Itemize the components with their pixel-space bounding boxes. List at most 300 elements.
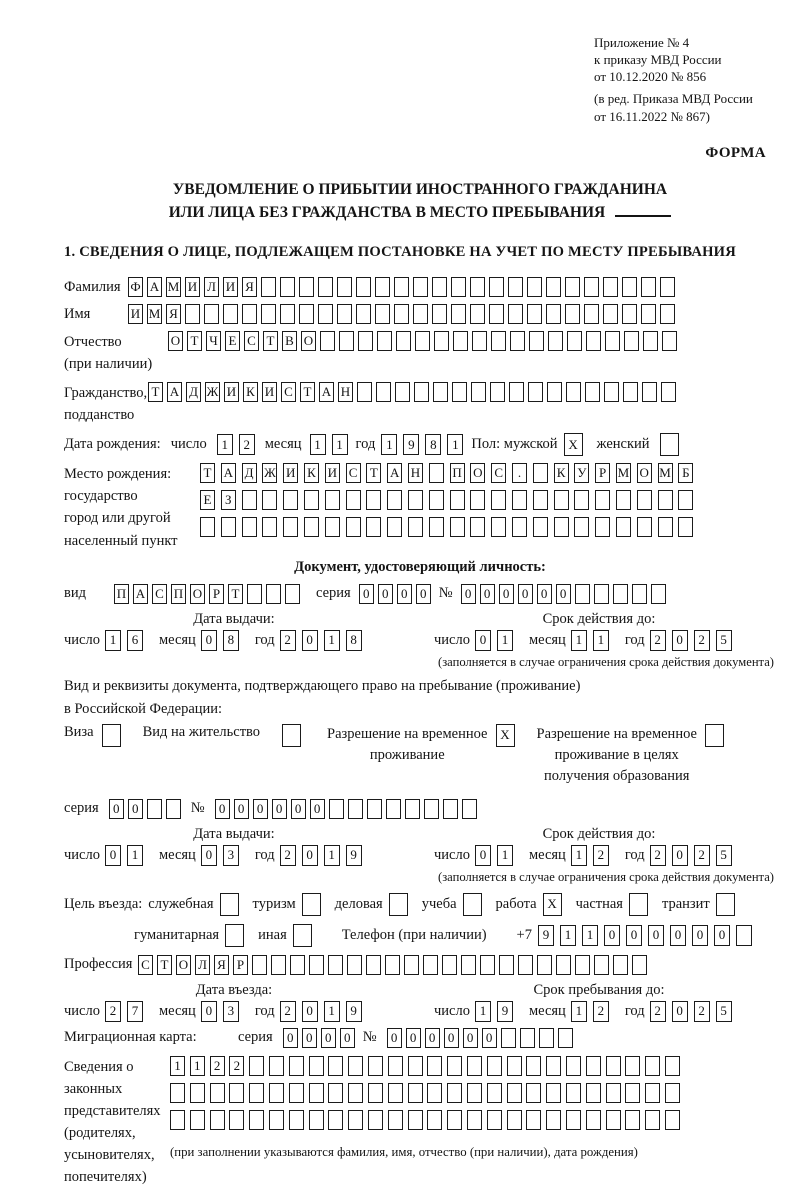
surname-char-box[interactable] bbox=[318, 277, 333, 297]
migration-series-box[interactable]: 0 bbox=[340, 1028, 355, 1048]
citizenship-char-box[interactable] bbox=[452, 382, 467, 402]
representative-char-box[interactable] bbox=[546, 1110, 561, 1130]
firstname-char-box[interactable] bbox=[280, 304, 295, 324]
surname-char-box[interactable] bbox=[527, 277, 542, 297]
representative-char-box[interactable] bbox=[507, 1083, 522, 1103]
representative-char-box[interactable] bbox=[526, 1056, 541, 1076]
birth-place-char-box[interactable]: П bbox=[450, 463, 465, 483]
residence-number-box[interactable]: 0 bbox=[291, 799, 306, 819]
birth-place-char-box[interactable] bbox=[387, 490, 402, 510]
male-checkbox[interactable]: X bbox=[564, 433, 583, 456]
representative-char-box[interactable] bbox=[645, 1083, 660, 1103]
representative-char-box[interactable] bbox=[566, 1083, 581, 1103]
firstname-char-box[interactable] bbox=[299, 304, 314, 324]
representative-char-box[interactable] bbox=[665, 1083, 680, 1103]
residence-issue-day-box[interactable]: 0 bbox=[105, 845, 121, 866]
birth-place-char-box[interactable]: Д bbox=[242, 463, 257, 483]
birth-place-char-box[interactable]: О bbox=[637, 463, 652, 483]
migration-number-box[interactable]: 0 bbox=[387, 1028, 402, 1048]
birth-place-char-box[interactable] bbox=[637, 517, 652, 537]
patronymic-char-box[interactable] bbox=[396, 331, 411, 351]
citizenship-char-box[interactable]: Т bbox=[148, 382, 163, 402]
purpose-transit-checkbox[interactable] bbox=[716, 893, 735, 916]
birth-place-char-box[interactable] bbox=[346, 490, 361, 510]
firstname-char-box[interactable]: И bbox=[128, 304, 143, 324]
purpose-study-checkbox[interactable] bbox=[463, 893, 482, 916]
doc-number-box[interactable]: 0 bbox=[556, 584, 571, 604]
phone-digit-box[interactable]: 1 bbox=[582, 925, 598, 946]
residence-issue-year-box[interactable]: 0 bbox=[302, 845, 318, 866]
entry-year-box[interactable]: 2 bbox=[280, 1001, 296, 1022]
birth-place-char-box[interactable] bbox=[221, 517, 236, 537]
citizenship-char-box[interactable]: А bbox=[319, 382, 334, 402]
purpose-humanitarian-checkbox[interactable] bbox=[225, 924, 244, 947]
birth-place-char-box[interactable] bbox=[346, 517, 361, 537]
surname-char-box[interactable] bbox=[660, 277, 675, 297]
representative-char-box[interactable] bbox=[289, 1083, 304, 1103]
blank-underline[interactable] bbox=[615, 203, 671, 217]
doc-series-box[interactable]: 0 bbox=[359, 584, 374, 604]
patronymic-char-box[interactable] bbox=[586, 331, 601, 351]
representative-char-box[interactable] bbox=[606, 1083, 621, 1103]
birth-place-char-box[interactable] bbox=[574, 517, 589, 537]
doc-type-char-box[interactable] bbox=[247, 584, 262, 604]
residence-valid-year-box[interactable]: 2 bbox=[650, 845, 666, 866]
residence-series-box[interactable] bbox=[147, 799, 162, 819]
patronymic-char-box[interactable] bbox=[358, 331, 373, 351]
firstname-char-box[interactable] bbox=[527, 304, 542, 324]
birth-place-char-box[interactable] bbox=[304, 490, 319, 510]
doc-series-box[interactable]: 0 bbox=[397, 584, 412, 604]
patronymic-char-box[interactable]: В bbox=[282, 331, 297, 351]
birth-place-char-box[interactable] bbox=[491, 517, 506, 537]
purpose-private-checkbox[interactable] bbox=[629, 893, 648, 916]
representative-char-box[interactable] bbox=[645, 1110, 660, 1130]
valid-year-box[interactable]: 2 bbox=[650, 630, 666, 651]
birth-place-char-box[interactable]: А bbox=[221, 463, 236, 483]
firstname-char-box[interactable] bbox=[356, 304, 371, 324]
surname-char-box[interactable] bbox=[337, 277, 352, 297]
surname-char-box[interactable]: А bbox=[147, 277, 162, 297]
residence-series-box[interactable]: 0 bbox=[128, 799, 143, 819]
representative-char-box[interactable] bbox=[190, 1083, 205, 1103]
surname-char-box[interactable] bbox=[261, 277, 276, 297]
residence-series-box[interactable] bbox=[166, 799, 181, 819]
birth-place-char-box[interactable]: У bbox=[574, 463, 589, 483]
citizenship-char-box[interactable] bbox=[547, 382, 562, 402]
birth-place-char-box[interactable] bbox=[408, 517, 423, 537]
representative-char-box[interactable] bbox=[467, 1083, 482, 1103]
birth-place-char-box[interactable]: К bbox=[304, 463, 319, 483]
entry-day-box[interactable]: 2 bbox=[105, 1001, 121, 1022]
birth-place-char-box[interactable] bbox=[574, 490, 589, 510]
birth-place-char-box[interactable]: Ж bbox=[262, 463, 277, 483]
birth-place-char-box[interactable] bbox=[658, 490, 673, 510]
birth-place-char-box[interactable] bbox=[325, 490, 340, 510]
representative-char-box[interactable] bbox=[586, 1110, 601, 1130]
profession-char-box[interactable] bbox=[442, 955, 457, 975]
residence-valid-year-box[interactable]: 0 bbox=[672, 845, 688, 866]
profession-char-box[interactable] bbox=[556, 955, 571, 975]
purpose-official-checkbox[interactable] bbox=[220, 893, 239, 916]
phone-digit-box[interactable]: 0 bbox=[604, 925, 620, 946]
representative-char-box[interactable] bbox=[427, 1056, 442, 1076]
patronymic-char-box[interactable] bbox=[320, 331, 335, 351]
profession-char-box[interactable] bbox=[271, 955, 286, 975]
patronymic-char-box[interactable]: Т bbox=[187, 331, 202, 351]
representative-char-box[interactable] bbox=[309, 1083, 324, 1103]
representative-char-box[interactable] bbox=[269, 1056, 284, 1076]
representative-char-box[interactable] bbox=[625, 1083, 640, 1103]
residence-number-box[interactable] bbox=[386, 799, 401, 819]
residence-number-box[interactable] bbox=[462, 799, 477, 819]
stay-year-box[interactable]: 2 bbox=[694, 1001, 710, 1022]
doc-type-char-box[interactable]: П bbox=[171, 584, 186, 604]
firstname-char-box[interactable]: М bbox=[147, 304, 162, 324]
temp-residence-checkbox[interactable]: X bbox=[496, 724, 515, 747]
surname-char-box[interactable] bbox=[299, 277, 314, 297]
representative-char-box[interactable] bbox=[507, 1110, 522, 1130]
birth-place-char-box[interactable] bbox=[512, 490, 527, 510]
doc-number-box[interactable]: 0 bbox=[518, 584, 533, 604]
representative-char-box[interactable] bbox=[328, 1056, 343, 1076]
phone-digit-box[interactable]: 0 bbox=[648, 925, 664, 946]
birth-place-char-box[interactable] bbox=[200, 517, 215, 537]
valid-year-box[interactable]: 2 bbox=[694, 630, 710, 651]
representative-char-box[interactable] bbox=[269, 1083, 284, 1103]
citizenship-char-box[interactable] bbox=[357, 382, 372, 402]
profession-char-box[interactable] bbox=[290, 955, 305, 975]
birth-year-box[interactable]: 8 bbox=[425, 434, 441, 455]
valid-day-box[interactable]: 1 bbox=[497, 630, 513, 651]
representative-char-box[interactable] bbox=[526, 1110, 541, 1130]
profession-char-box[interactable] bbox=[404, 955, 419, 975]
representative-char-box[interactable] bbox=[447, 1056, 462, 1076]
firstname-char-box[interactable] bbox=[223, 304, 238, 324]
representative-char-box[interactable] bbox=[348, 1083, 363, 1103]
surname-char-box[interactable]: Я bbox=[242, 277, 257, 297]
patronymic-char-box[interactable]: Ч bbox=[206, 331, 221, 351]
citizenship-char-box[interactable] bbox=[376, 382, 391, 402]
stay-month-box[interactable]: 2 bbox=[593, 1001, 609, 1022]
profession-char-box[interactable]: С bbox=[138, 955, 153, 975]
representative-char-box[interactable] bbox=[249, 1110, 264, 1130]
birth-place-char-box[interactable] bbox=[658, 517, 673, 537]
doc-type-char-box[interactable]: П bbox=[114, 584, 129, 604]
representative-char-box[interactable] bbox=[408, 1110, 423, 1130]
doc-type-char-box[interactable]: Т bbox=[228, 584, 243, 604]
issue-year-box[interactable]: 1 bbox=[324, 630, 340, 651]
citizenship-char-box[interactable] bbox=[414, 382, 429, 402]
birth-place-char-box[interactable]: А bbox=[387, 463, 402, 483]
birth-place-char-box[interactable] bbox=[616, 517, 631, 537]
representative-char-box[interactable] bbox=[388, 1083, 403, 1103]
stay-year-box[interactable]: 5 bbox=[716, 1001, 732, 1022]
representative-char-box[interactable] bbox=[665, 1110, 680, 1130]
doc-number-box[interactable] bbox=[613, 584, 628, 604]
birth-place-char-box[interactable] bbox=[470, 517, 485, 537]
firstname-char-box[interactable] bbox=[261, 304, 276, 324]
representative-char-box[interactable] bbox=[606, 1110, 621, 1130]
firstname-char-box[interactable] bbox=[432, 304, 447, 324]
entry-day-box[interactable]: 7 bbox=[127, 1001, 143, 1022]
residence-number-box[interactable]: 0 bbox=[215, 799, 230, 819]
surname-char-box[interactable] bbox=[584, 277, 599, 297]
residence-number-box[interactable]: 0 bbox=[310, 799, 325, 819]
birth-place-char-box[interactable] bbox=[554, 517, 569, 537]
female-checkbox[interactable] bbox=[660, 433, 679, 456]
patronymic-char-box[interactable] bbox=[624, 331, 639, 351]
birth-place-char-box[interactable]: К bbox=[554, 463, 569, 483]
entry-month-box[interactable]: 0 bbox=[201, 1001, 217, 1022]
entry-year-box[interactable]: 1 bbox=[324, 1001, 340, 1022]
citizenship-char-box[interactable] bbox=[509, 382, 524, 402]
surname-char-box[interactable] bbox=[413, 277, 428, 297]
profession-char-box[interactable] bbox=[499, 955, 514, 975]
birth-place-char-box[interactable] bbox=[533, 490, 548, 510]
residence-issue-month-box[interactable]: 3 bbox=[223, 845, 239, 866]
birth-place-char-box[interactable] bbox=[242, 490, 257, 510]
profession-char-box[interactable] bbox=[518, 955, 533, 975]
residence-issue-year-box[interactable]: 2 bbox=[280, 845, 296, 866]
stay-month-box[interactable]: 1 bbox=[571, 1001, 587, 1022]
representative-char-box[interactable] bbox=[309, 1056, 324, 1076]
issue-year-box[interactable]: 2 bbox=[280, 630, 296, 651]
residence-issue-year-box[interactable]: 9 bbox=[346, 845, 362, 866]
birth-place-char-box[interactable] bbox=[408, 490, 423, 510]
profession-char-box[interactable]: Л bbox=[195, 955, 210, 975]
birth-place-char-box[interactable] bbox=[678, 490, 693, 510]
birth-month-box[interactable]: 1 bbox=[332, 434, 348, 455]
phone-digit-box[interactable] bbox=[736, 925, 752, 946]
representative-char-box[interactable] bbox=[408, 1056, 423, 1076]
representative-char-box[interactable] bbox=[210, 1110, 225, 1130]
surname-char-box[interactable]: М bbox=[166, 277, 181, 297]
residence-number-box[interactable] bbox=[367, 799, 382, 819]
stay-year-box[interactable]: 0 bbox=[672, 1001, 688, 1022]
birth-place-char-box[interactable] bbox=[283, 490, 298, 510]
surname-char-box[interactable]: И bbox=[185, 277, 200, 297]
firstname-char-box[interactable] bbox=[584, 304, 599, 324]
profession-char-box[interactable] bbox=[309, 955, 324, 975]
representative-char-box[interactable]: 1 bbox=[170, 1056, 185, 1076]
citizenship-char-box[interactable] bbox=[490, 382, 505, 402]
citizenship-char-box[interactable] bbox=[471, 382, 486, 402]
stay-year-box[interactable]: 2 bbox=[650, 1001, 666, 1022]
residence-valid-year-box[interactable]: 5 bbox=[716, 845, 732, 866]
representative-char-box[interactable] bbox=[190, 1110, 205, 1130]
birth-place-char-box[interactable] bbox=[616, 490, 631, 510]
representative-char-box[interactable] bbox=[289, 1110, 304, 1130]
residence-issue-day-box[interactable]: 1 bbox=[127, 845, 143, 866]
valid-year-box[interactable]: 0 bbox=[672, 630, 688, 651]
valid-month-box[interactable]: 1 bbox=[593, 630, 609, 651]
patronymic-char-box[interactable] bbox=[662, 331, 677, 351]
issue-day-box[interactable]: 6 bbox=[127, 630, 143, 651]
doc-type-char-box[interactable] bbox=[266, 584, 281, 604]
representative-char-box[interactable] bbox=[546, 1056, 561, 1076]
patronymic-char-box[interactable] bbox=[529, 331, 544, 351]
surname-char-box[interactable] bbox=[622, 277, 637, 297]
birth-year-box[interactable]: 1 bbox=[447, 434, 463, 455]
residence-number-box[interactable]: 0 bbox=[234, 799, 249, 819]
representative-char-box[interactable] bbox=[427, 1083, 442, 1103]
surname-char-box[interactable] bbox=[451, 277, 466, 297]
representative-char-box[interactable] bbox=[447, 1083, 462, 1103]
birth-place-char-box[interactable] bbox=[554, 490, 569, 510]
doc-number-box[interactable]: 0 bbox=[537, 584, 552, 604]
issue-year-box[interactable]: 0 bbox=[302, 630, 318, 651]
valid-day-box[interactable]: 0 bbox=[475, 630, 491, 651]
firstname-char-box[interactable] bbox=[565, 304, 580, 324]
representative-char-box[interactable] bbox=[487, 1110, 502, 1130]
phone-digit-box[interactable]: 0 bbox=[714, 925, 730, 946]
birth-place-char-box[interactable] bbox=[429, 463, 444, 483]
representative-char-box[interactable] bbox=[546, 1083, 561, 1103]
representative-char-box[interactable] bbox=[229, 1083, 244, 1103]
birth-place-char-box[interactable]: Т bbox=[366, 463, 381, 483]
migration-series-box[interactable]: 0 bbox=[283, 1028, 298, 1048]
birth-place-char-box[interactable]: З bbox=[221, 490, 236, 510]
representative-char-box[interactable] bbox=[269, 1110, 284, 1130]
representative-char-box[interactable] bbox=[170, 1110, 185, 1130]
firstname-char-box[interactable] bbox=[413, 304, 428, 324]
doc-type-char-box[interactable]: А bbox=[133, 584, 148, 604]
representative-char-box[interactable] bbox=[447, 1110, 462, 1130]
citizenship-char-box[interactable]: А bbox=[167, 382, 182, 402]
surname-char-box[interactable] bbox=[394, 277, 409, 297]
phone-digit-box[interactable]: 1 bbox=[560, 925, 576, 946]
issue-year-box[interactable]: 8 bbox=[346, 630, 362, 651]
representative-char-box[interactable] bbox=[427, 1110, 442, 1130]
surname-char-box[interactable] bbox=[470, 277, 485, 297]
representative-char-box[interactable] bbox=[625, 1056, 640, 1076]
representative-char-box[interactable] bbox=[249, 1083, 264, 1103]
representative-char-box[interactable] bbox=[249, 1056, 264, 1076]
firstname-char-box[interactable] bbox=[546, 304, 561, 324]
entry-year-box[interactable]: 0 bbox=[302, 1001, 318, 1022]
profession-char-box[interactable] bbox=[252, 955, 267, 975]
visa-checkbox[interactable] bbox=[102, 724, 121, 747]
firstname-char-box[interactable] bbox=[394, 304, 409, 324]
birth-place-char-box[interactable]: Т bbox=[200, 463, 215, 483]
firstname-char-box[interactable] bbox=[318, 304, 333, 324]
patronymic-char-box[interactable] bbox=[339, 331, 354, 351]
birth-place-char-box[interactable]: О bbox=[470, 463, 485, 483]
birth-place-char-box[interactable]: Е bbox=[200, 490, 215, 510]
residence-number-box[interactable]: 0 bbox=[272, 799, 287, 819]
representative-char-box[interactable] bbox=[606, 1056, 621, 1076]
residence-valid-day-box[interactable]: 1 bbox=[497, 845, 513, 866]
birth-place-char-box[interactable] bbox=[450, 490, 465, 510]
migration-number-box[interactable]: 0 bbox=[482, 1028, 497, 1048]
purpose-work-checkbox[interactable]: X bbox=[543, 893, 562, 916]
profession-char-box[interactable]: Р bbox=[233, 955, 248, 975]
representative-char-box[interactable] bbox=[566, 1056, 581, 1076]
firstname-char-box[interactable] bbox=[470, 304, 485, 324]
patronymic-char-box[interactable] bbox=[510, 331, 525, 351]
representative-char-box[interactable] bbox=[408, 1083, 423, 1103]
migration-number-box[interactable] bbox=[501, 1028, 516, 1048]
birth-place-char-box[interactable] bbox=[595, 490, 610, 510]
birth-place-char-box[interactable]: М bbox=[616, 463, 631, 483]
birth-place-char-box[interactable] bbox=[262, 517, 277, 537]
residence-number-box[interactable] bbox=[348, 799, 363, 819]
patronymic-char-box[interactable] bbox=[472, 331, 487, 351]
birth-place-char-box[interactable] bbox=[304, 517, 319, 537]
profession-char-box[interactable]: Т bbox=[157, 955, 172, 975]
birth-place-char-box[interactable] bbox=[387, 517, 402, 537]
patronymic-char-box[interactable]: О bbox=[168, 331, 183, 351]
migration-number-box[interactable] bbox=[520, 1028, 535, 1048]
surname-char-box[interactable] bbox=[641, 277, 656, 297]
profession-char-box[interactable]: О bbox=[176, 955, 191, 975]
surname-char-box[interactable] bbox=[356, 277, 371, 297]
citizenship-char-box[interactable] bbox=[661, 382, 676, 402]
representative-char-box[interactable] bbox=[507, 1056, 522, 1076]
representative-char-box[interactable]: 1 bbox=[190, 1056, 205, 1076]
migration-number-box[interactable]: 0 bbox=[444, 1028, 459, 1048]
firstname-char-box[interactable] bbox=[185, 304, 200, 324]
residence-valid-day-box[interactable]: 0 bbox=[475, 845, 491, 866]
representative-char-box[interactable] bbox=[328, 1083, 343, 1103]
residence-issue-month-box[interactable]: 0 bbox=[201, 845, 217, 866]
representative-char-box[interactable] bbox=[526, 1083, 541, 1103]
patronymic-char-box[interactable]: С bbox=[244, 331, 259, 351]
profession-char-box[interactable]: Я bbox=[214, 955, 229, 975]
birth-place-char-box[interactable] bbox=[283, 517, 298, 537]
patronymic-char-box[interactable] bbox=[643, 331, 658, 351]
representative-char-box[interactable]: 2 bbox=[229, 1056, 244, 1076]
phone-digit-box[interactable]: 9 bbox=[538, 925, 554, 946]
citizenship-char-box[interactable]: Н bbox=[338, 382, 353, 402]
entry-month-box[interactable]: 3 bbox=[223, 1001, 239, 1022]
birth-day-box[interactable]: 1 bbox=[217, 434, 233, 455]
firstname-char-box[interactable] bbox=[489, 304, 504, 324]
issue-day-box[interactable]: 1 bbox=[105, 630, 121, 651]
representative-char-box[interactable] bbox=[170, 1083, 185, 1103]
valid-year-box[interactable]: 5 bbox=[716, 630, 732, 651]
firstname-char-box[interactable] bbox=[204, 304, 219, 324]
firstname-char-box[interactable] bbox=[451, 304, 466, 324]
representative-char-box[interactable] bbox=[229, 1110, 244, 1130]
representative-char-box[interactable] bbox=[309, 1110, 324, 1130]
migration-number-box[interactable]: 0 bbox=[425, 1028, 440, 1048]
residence-number-box[interactable] bbox=[405, 799, 420, 819]
citizenship-char-box[interactable] bbox=[642, 382, 657, 402]
firstname-char-box[interactable] bbox=[622, 304, 637, 324]
entry-year-box[interactable]: 9 bbox=[346, 1001, 362, 1022]
representative-char-box[interactable] bbox=[487, 1056, 502, 1076]
migration-number-box[interactable] bbox=[558, 1028, 573, 1048]
representative-char-box[interactable] bbox=[388, 1110, 403, 1130]
representative-char-box[interactable] bbox=[388, 1056, 403, 1076]
residence-number-box[interactable]: 0 bbox=[253, 799, 268, 819]
phone-digit-box[interactable]: 0 bbox=[626, 925, 642, 946]
residence-valid-year-box[interactable]: 2 bbox=[694, 845, 710, 866]
citizenship-char-box[interactable]: И bbox=[224, 382, 239, 402]
doc-type-char-box[interactable] bbox=[285, 584, 300, 604]
birth-place-char-box[interactable] bbox=[533, 517, 548, 537]
citizenship-char-box[interactable]: Д bbox=[186, 382, 201, 402]
birth-place-char-box[interactable]: С bbox=[346, 463, 361, 483]
profession-char-box[interactable] bbox=[328, 955, 343, 975]
representative-char-box[interactable] bbox=[348, 1110, 363, 1130]
residence-permit-checkbox[interactable] bbox=[282, 724, 301, 747]
birth-place-char-box[interactable]: М bbox=[658, 463, 673, 483]
residence-issue-year-box[interactable]: 1 bbox=[324, 845, 340, 866]
profession-char-box[interactable] bbox=[423, 955, 438, 975]
